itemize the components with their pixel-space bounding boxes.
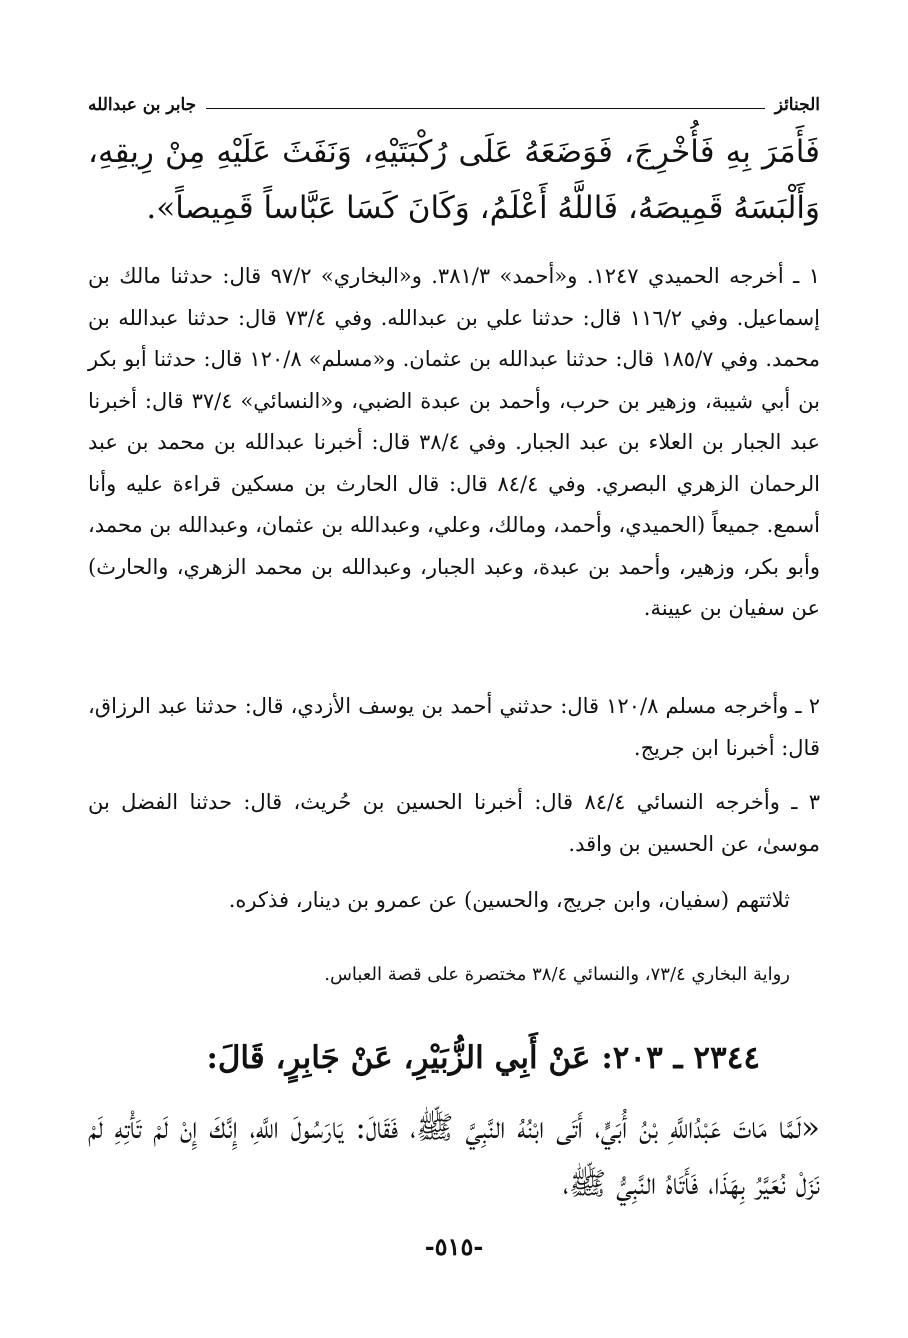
hadith-isnad: عَنْ أَبِي الزُّبَيْرِ، عَنْ جَابِرٍ، قَالَ:	[206, 1040, 591, 1076]
running-header	[88, 92, 820, 118]
hadith-continuation-text: فَأَمَرَ بِهِ فَأُخْرِجَ، فَوَضَعَهُ عَلَى رُكْبَتَيْهِ، وَنَفَثَ عَلَيْهِ مِنْ رِيقِهِ، وَأَلْبَسَهُ قَمِيصَهُ، فَاللَّهُ أَعْلَمُ، وَكَانَ كَسَا عَبَّاساً قَمِيصاً».	[88, 134, 820, 226]
footnote-3: ٣ ـ وأخرجه النسائي ٨٤/٤ قال: أخبرنا الحسين بن حُريث، قال: حدثنا الفضل بن موسىٰ، عن الحسين بن واقد.	[88, 790, 820, 856]
header-rule	[206, 108, 765, 109]
page-number: -٥١٥-	[424, 1232, 484, 1261]
footnote-summary: ثلاثتهم (سفيان، وابن جريج، والحسين) عن عمرو بن دينار، فذكره.	[228, 888, 790, 912]
hadith-matn: «لَمَّا مَاتَ عَبْدُاللَّهِ بْنُ أُبَيٍّ، أَتَى ابْنُهُ النَّبِيَّ ﷺ، فَقَالَ: يَارَسُولَ اللَّهِ، إِنَّكَ إِنْ لَمْ تَأْتِهِ لَمْ نَزَلْ نُعَيَّرُ بِهَذَا، فَأَتَاهُ النَّبِيُّ ﷺ،	[88, 1110, 820, 1202]
footnote-1: ١ ـ أخرجه الحميدي ١٢٤٧. و«أحمد» ٣٨١/٣. و«البخاري» ٩٧/٢ قال: حدثنا مالك بن إسماعيل. وفي ١١٦/٢ قال: حدثنا علي بن عبدالله. وفي ٧٣/٤ قال: حدثنا عبدالله بن محمد. وفي ١٨٥/٧ قال: حدثنا عبدالله بن عثمان. و«مسلم» ١٢٠/٨ قال: حدثنا أبو بكر بن أبي شيبة، وزهير بن حرب، وأحمد بن عبدة الضبي، و«النسائي» ٣٧/٤ قال: أخبرنا عبد الجبار بن العلاء بن عبد الجبار. وفي ٣٨/٤ قال: أخبرنا عبدالله بن محمد بن عبد الرحمان الزهري البصري. وفي ٨٤/٤ قال: قال الحارث بن مسكين قراءة عليه وأنا أسمع. جميعاً (الحميدي، وأحمد، ومالك، وعلي، وعبدالله بن عثمان، وعبدالله بن محمد، وأبو بكر، وزهير، وأحمد بن عبدة، وعبد الجبار، وعبدالله بن محمد الزهري، والحارث) عن سفيان بن عيينة.	[88, 264, 821, 620]
header-chapter-title: الجنائز	[774, 95, 820, 115]
riwaya-note: رواية البخاري ٧٣/٤، والنسائي ٣٨/٤ مختصرة على قصة العباس.	[324, 964, 790, 985]
hadith-heading	[88, 1030, 820, 1086]
header-narrator-name: جابر بن عبدالله	[88, 95, 197, 115]
footnote-2: ٢ ـ وأخرجه مسلم ١٢٠/٨ قال: حدثني أحمد بن يوسف الأزدي، قال: حدثنا عبد الرزاق، قال: أخبرنا ابن جريج.	[88, 694, 820, 760]
hadith-number: ٢٣٤٤ ـ ٢٠٣:	[601, 1040, 760, 1076]
